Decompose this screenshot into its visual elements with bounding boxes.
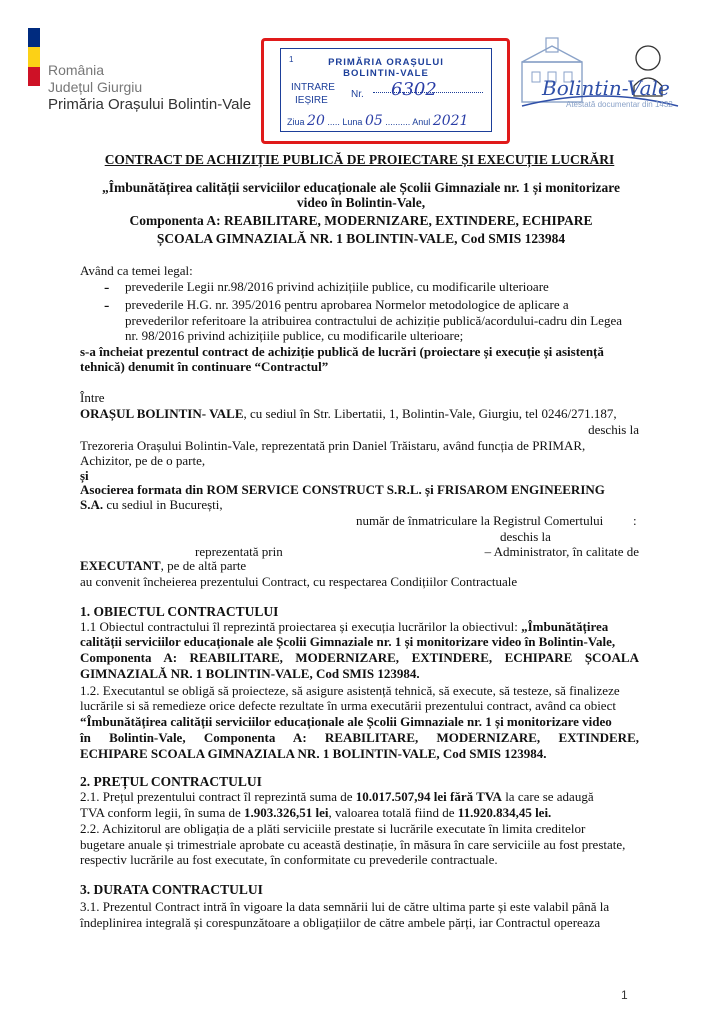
subtitle-line-4: ȘCOALA GIMNAZIALĂ NR. 1 BOLINTIN-VALE, Cod SMIS 123984 (156, 231, 566, 246)
flag-stripe-red (28, 67, 40, 86)
vat-amount: 1.903.326,51 lei (244, 805, 329, 820)
clause-1-1-line-1 (80, 619, 639, 634)
institution-header (48, 62, 251, 113)
agreement-line: au convenit încheierea prezentului Contract, cu respectarea Condițiilor Contractuale (80, 574, 518, 589)
party-2-line-2 (80, 497, 639, 512)
flag-stripe-blue (28, 28, 40, 47)
and-label: și (80, 468, 89, 483)
party-2-account-label: deschis la (500, 529, 551, 544)
header-country: România (48, 62, 105, 78)
price-excl-vat: 10.017.507,94 lei fără TVA (355, 789, 502, 804)
section-1-heading: 1. OBIECTUL CONTRACTULUI (80, 604, 279, 619)
concluded-line-1: s-a încheiat prezentul contract de achiziție publică de lucrări (proiectare și execuție și asistență (80, 344, 604, 359)
bullet-dash: - (104, 297, 110, 314)
stamp-anul-label: Anul (412, 117, 431, 127)
clause-2-1-line-2 (80, 805, 639, 820)
party-2-represented: reprezentată prin (195, 544, 283, 559)
clause-2-1-text-c: TVA conform legii, în suma de (80, 805, 245, 820)
party-1-name: ORAȘUL BOLINTIN- VALE (80, 406, 244, 421)
stamp-year: 2021 (432, 113, 469, 129)
header-county: Județul Giurgiu (48, 79, 143, 95)
party-1-role: Achizitor, pe de o parte, (80, 453, 206, 468)
clause-2-1-line-1 (80, 789, 639, 804)
stamp-registration-number: 6302 (391, 79, 437, 100)
party-1-address: , cu sediul în Str. Libertatii, 1, Bolintin-Vale, Giurgiu, tel 0246/271.187, (243, 406, 617, 421)
bullet-dash: - (104, 279, 110, 296)
subtitle-line-3: Componenta A: REABILITARE, MODERNIZARE, EXTINDERE, ECHIPARE (129, 213, 593, 228)
clause-1-1-bold-start: „Îmbunătățirea (521, 619, 609, 634)
party-1-line (80, 406, 639, 421)
clause-3-1-line-2: îndeplinirea integrală și corespunzătoare a obligațiilor de către ambele părți, iar Contractul opereaza (80, 915, 601, 930)
party-1-account-label: deschis la (588, 422, 639, 437)
clause-2-2-line-2: bugetare anuale și trimestriale aprobate cu această destinație, în măsura în care serviciile au fost prestate, (80, 837, 626, 852)
stamp-number-mark: 1 (289, 55, 294, 64)
concluded-line-2: tehnică) denumit în continuare “Contractul” (80, 359, 329, 374)
between-label: Între (80, 390, 105, 405)
flag-stripe-yellow (28, 47, 40, 66)
subtitle-line-1: „Îmbunătățirea calității serviciilor educaționale ale Școlii Gimnaziale nr. 1 și monitorizare (101, 180, 621, 195)
party-1-treasury: Trezoreria Orașului Bolintin-Vale, reprezentată prin Daniel Trăistaru, având funcția de PRIMAR, (80, 438, 586, 453)
legal-basis-item-2a: prevederile H.G. nr. 395/2016 pentru aprobarea Normelor metodologice de aplicare a (125, 297, 569, 312)
total-value: 11.920.834,45 lei. (457, 805, 552, 820)
logo-wordmark: Bolintin-Vale (542, 76, 670, 100)
party-2-address: cu sediul in București, (103, 497, 223, 512)
executant-label: EXECUTANT (80, 558, 161, 573)
stamp-luna-label: Luna (342, 117, 363, 127)
party-2-line-1: Asocierea formata din ROM SERVICE CONSTRUCT S.R.L. și FRISAROM ENGINEERING (80, 482, 605, 497)
party-2-registry: număr de înmatriculare la Registrul Comertului (356, 513, 604, 528)
executant-rest: , pe de altă parte (160, 558, 247, 573)
stamp-day: 20 (307, 113, 325, 129)
stamp-title-2: BOLINTIN-VALE (343, 68, 429, 79)
stamp-ziua-label: Ziua (287, 117, 305, 127)
legal-basis-item-2c: nr. 98/2016 privind achizițiile publice, cu modificarile ulterioare; (125, 328, 464, 343)
legal-basis-item-2b: prevederilor referitoare la atribuirea contractului de achiziție publică/acordului-cadru din Legea (125, 313, 622, 328)
clause-2-1-text-a: 2.1. Prețul prezentului contract îl reprezintă suma de (80, 789, 356, 804)
header-city-hall: Primăria Orașului Bolintin-Vale (48, 96, 252, 113)
clause-1-1-line-2: calității serviciilor educaționale ale Școlii Gimnaziale nr. 1 și monitorizare video în Bolintin-Vale, (80, 634, 616, 649)
legal-basis-intro: Având ca temei legal: (80, 263, 193, 278)
clause-1-1-plain: 1.1 Obiectul contractului îl reprezintă proiectarea și execuția lucrărilor la obiectivul: (80, 619, 522, 634)
clause-2-1-text-d: , valoarea totală fiind de (328, 805, 458, 820)
section-2-heading: 2. PREȚUL CONTRACTULUI (80, 774, 262, 789)
clause-3-1-line-1: 3.1. Prezentul Contract intră în vigoare la data semnării lui de către ultima parte și este valabil până la (80, 899, 610, 914)
clause-1-2-line-2: lucrările si să remedieze orice defecte rezultate în urma executării prezentului contract, având ca obiect (80, 698, 616, 713)
clause-1-2-line-4: în Bolintin-Vale, Componenta A: REABILITARE, MODERNIZARE, EXTINDERE, (80, 730, 639, 745)
section-3-heading: 3. DURATA CONTRACTULUI (80, 882, 263, 897)
stamp-intrare: INTRARE (291, 82, 335, 93)
registry-colon: : (633, 513, 637, 528)
stamp-iesire: IEȘIRE (295, 95, 328, 106)
logo-tagline: Atestată documentar din 1432 (566, 100, 673, 109)
registration-stamp (280, 48, 492, 132)
clause-1-1-line-3: Componenta A: REABILITARE, MODERNIZARE, EXTINDERE, ECHIPARE ȘCOALA (80, 650, 639, 665)
executant-line (80, 558, 639, 573)
clause-1-2-line-3: “Îmbunătățirea calității serviciilor educaționale ale Școlii Gimnaziale nr. 1 și monitorizare video (80, 714, 612, 729)
clause-1-1-line-4: GIMNAZIALĂ NR. 1 BOLINTIN-VALE, Cod SMIS 123984. (80, 666, 420, 681)
clause-1-2-line-1: 1.2. Executantul se obligă să proiecteze, să asigure asistență tehnică, să execute, să testeze, să finalizeze (80, 683, 620, 698)
contract-title: CONTRACT DE ACHIZIȚIE PUBLICĂ DE PROIECTARE ȘI EXECUȚIE LUCRĂRI (104, 152, 615, 167)
clause-1-2-line-5: ECHIPARE SCOALA GIMNAZIALA NR. 1 BOLINTIN-VALE, Cod SMIS 123984. (80, 746, 547, 761)
clause-2-2-line-1: 2.2. Achizitorul are obligația de a plăti serviciile prestate si lucrările executate în limita creditelor (80, 821, 586, 836)
stamp-nr-label: Nr. (351, 89, 364, 100)
legal-basis-item-1: prevederile Legii nr.98/2016 privind achizițiile publice, cu modificarile ulterioare (125, 279, 549, 294)
stamp-date-line: Ziua 20 ..... Luna 05 .......... Anul 2021 (287, 113, 469, 129)
subtitle-line-2: video în Bolintin-Vale, (296, 195, 426, 210)
stamp-title-1: PRIMĂRIA ORAȘULUI (328, 57, 444, 68)
party-2-suffix: S.A. (80, 497, 104, 512)
clause-2-2-line-3: respectiv lucrările au fost executate, în conformitate cu prevederile contractuale. (80, 852, 498, 867)
party-2-administrator: – Administrator, în calitate de (484, 544, 639, 559)
stamp-month: 05 (364, 113, 383, 129)
romania-flag (28, 28, 40, 86)
clause-2-1-text-b: la care se adaugă (501, 789, 594, 804)
page-number: 1 (621, 988, 628, 1002)
